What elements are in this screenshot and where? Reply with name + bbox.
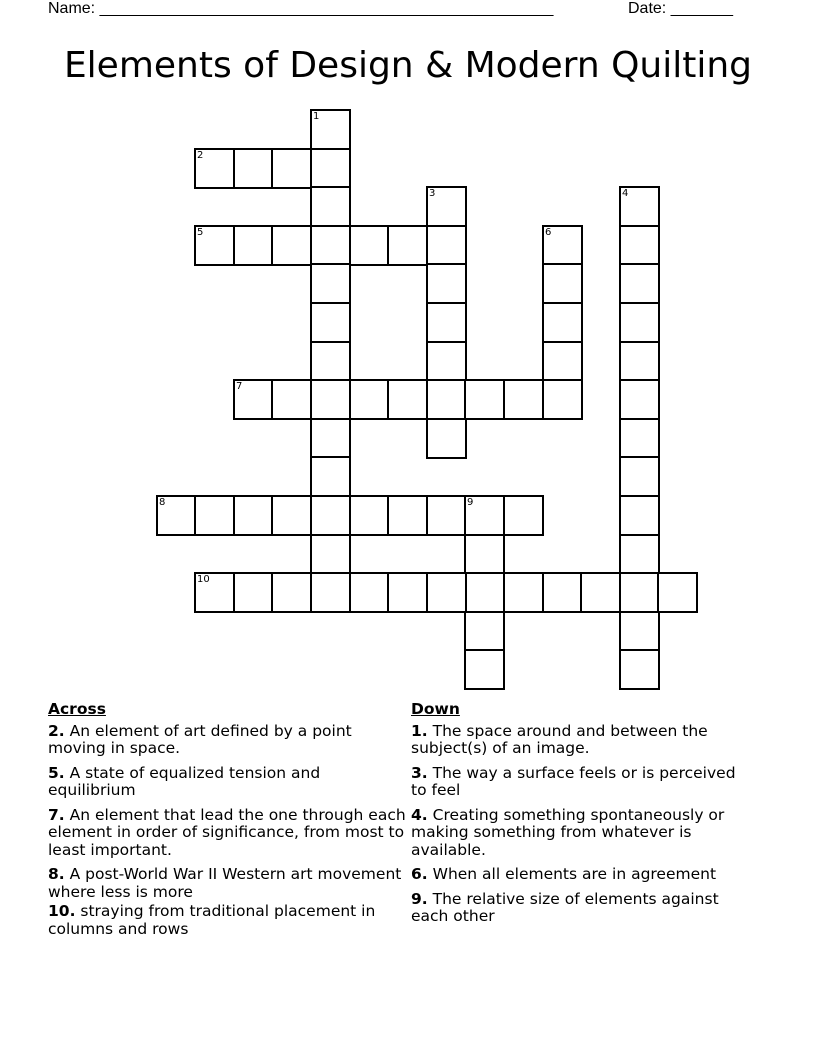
across-heading: Across [48,700,106,718]
grid-cell[interactable] [426,341,467,382]
name-blank[interactable]: ___________________________________________________ [99,0,554,17]
date-blank[interactable]: _______ [670,0,733,17]
clue-text: The space around and between the subject(s) of an image. [411,721,708,757]
grid-cell[interactable] [271,379,312,420]
grid-cell[interactable] [619,534,660,575]
name-label: Name: [48,0,96,17]
clue-number: 7. [48,805,65,824]
grid-cell[interactable] [194,148,235,189]
grid-cell[interactable] [310,302,351,343]
grid-cell[interactable] [619,302,660,343]
clue-text: A post-World War II Western art movement where less is more [48,865,402,901]
grid-cell[interactable] [233,495,274,536]
grid-cell[interactable] [542,225,583,266]
grid-cell[interactable] [271,148,312,189]
clue-number: 4. [411,805,428,824]
clue-text: straying from traditional placement in columns and rows [48,902,376,938]
grid-cell[interactable] [387,572,428,613]
down-heading: Down [411,700,460,718]
grid-cell[interactable] [619,263,660,304]
clue-number: 2. [48,721,65,740]
clue-number: 6. [411,865,428,883]
grid-cell[interactable] [619,186,660,227]
grid-cell[interactable] [503,379,544,420]
clue-across-10 [48,903,410,938]
grid-cell[interactable] [503,495,544,536]
grid-cell[interactable] [426,418,467,459]
grid-cell[interactable] [310,572,351,613]
grid-cell[interactable] [387,225,428,266]
grid-cell[interactable] [310,225,351,266]
grid-cell[interactable] [387,495,428,536]
grid-cell[interactable] [426,302,467,343]
clue-number: 8. [48,865,65,883]
clue-number: 3. [411,763,428,782]
clue-number: 9. [411,889,428,908]
clue-number: 1. [411,721,428,740]
grid-cell[interactable] [349,495,390,536]
grid-cell[interactable] [619,611,660,652]
grid-cell[interactable] [426,225,467,266]
clue-down-1 [411,723,751,758]
clue-text: The way a surface feels or is perceived to feel [411,763,736,799]
cell-number: 10 [197,574,210,585]
grid-cell[interactable] [194,225,235,266]
clue-text: A state of equalized tension and equilibrium [48,763,321,799]
grid-cell[interactable] [349,225,390,266]
grid-cell[interactable] [310,456,351,497]
clue-down-4 [411,807,751,860]
grid-cell[interactable] [387,379,428,420]
cell-number: 4 [622,188,629,199]
grid-cell[interactable] [619,341,660,382]
cell-number: 7 [236,381,243,392]
page-title: Elements of Design & Modern Quilting [63,45,753,86]
grid-cell[interactable] [233,225,274,266]
grid-cell[interactable] [310,148,351,189]
grid-cell[interactable] [580,572,621,613]
cell-number: 3 [429,188,436,199]
grid-cell[interactable] [310,418,351,459]
grid-cell[interactable] [464,572,505,613]
grid-cell[interactable] [464,495,505,536]
grid-cell[interactable] [542,263,583,304]
clue-text: The relative size of elements against each other [411,889,719,925]
grid-cell[interactable] [542,379,583,420]
grid-cell[interactable] [426,263,467,304]
date-label: Date: [628,0,667,17]
grid-cell[interactable] [619,495,660,536]
grid-cell[interactable] [271,572,312,613]
grid-cell[interactable] [271,225,312,266]
grid-cell[interactable] [619,456,660,497]
grid-cell[interactable] [349,572,390,613]
grid-cell[interactable] [271,495,312,536]
grid-cell[interactable] [310,263,351,304]
grid-cell[interactable] [233,572,274,613]
grid-cell[interactable] [426,572,467,613]
grid-cell[interactable] [194,572,235,613]
grid-cell[interactable] [619,572,660,613]
grid-cell[interactable] [619,649,660,690]
cell-number: 6 [545,227,552,238]
cell-number: 9 [467,497,474,508]
clue-down-9 [411,891,751,926]
grid-cell[interactable] [619,225,660,266]
clue-down-3 [411,765,751,800]
clue-across-7 [48,807,410,860]
clue-across-8 [48,866,410,901]
cell-number: 2 [197,150,204,161]
clue-across-5 [48,765,410,800]
grid-cell[interactable] [657,572,698,613]
grid-cell[interactable] [310,379,351,420]
grid-cell[interactable] [619,418,660,459]
grid-cell[interactable] [426,379,467,420]
grid-cell[interactable] [542,572,583,613]
clue-number: 5. [48,763,65,782]
grid-cell[interactable] [464,649,505,690]
grid-cell[interactable] [310,341,351,382]
clue-text: Creating something spontaneously or making something from whatever is available. [411,805,725,859]
grid-cell[interactable] [233,379,274,420]
across-clues [48,701,410,945]
clue-text: An element of art defined by a point moving in space. [48,721,352,757]
cell-number: 5 [197,227,204,238]
grid-cell[interactable] [464,611,505,652]
grid-cell[interactable] [464,534,505,575]
grid-cell[interactable] [233,148,274,189]
grid-cell[interactable] [503,572,544,613]
grid-cell[interactable] [426,186,467,227]
grid-cell[interactable] [464,379,505,420]
grid-cell[interactable] [194,495,235,536]
grid-cell[interactable] [156,495,197,536]
clue-number: 10. [48,902,76,920]
grid-cell[interactable] [310,186,351,227]
down-clues [411,701,751,933]
clue-down-6 [411,866,751,884]
clue-across-2 [48,723,410,758]
grid-cell[interactable] [310,109,351,150]
cell-number: 1 [313,111,320,122]
grid-cell[interactable] [542,341,583,382]
grid-cell[interactable] [349,379,390,420]
grid-cell[interactable] [310,534,351,575]
clue-text: When all elements are in agreement [432,865,717,883]
clue-text: An element that lead the one through each element in order of significance, from most to least important. [48,805,406,859]
cell-number: 8 [159,497,166,508]
grid-cell[interactable] [310,495,351,536]
grid-cell[interactable] [542,302,583,343]
grid-cell[interactable] [619,379,660,420]
grid-cell[interactable] [426,495,467,536]
